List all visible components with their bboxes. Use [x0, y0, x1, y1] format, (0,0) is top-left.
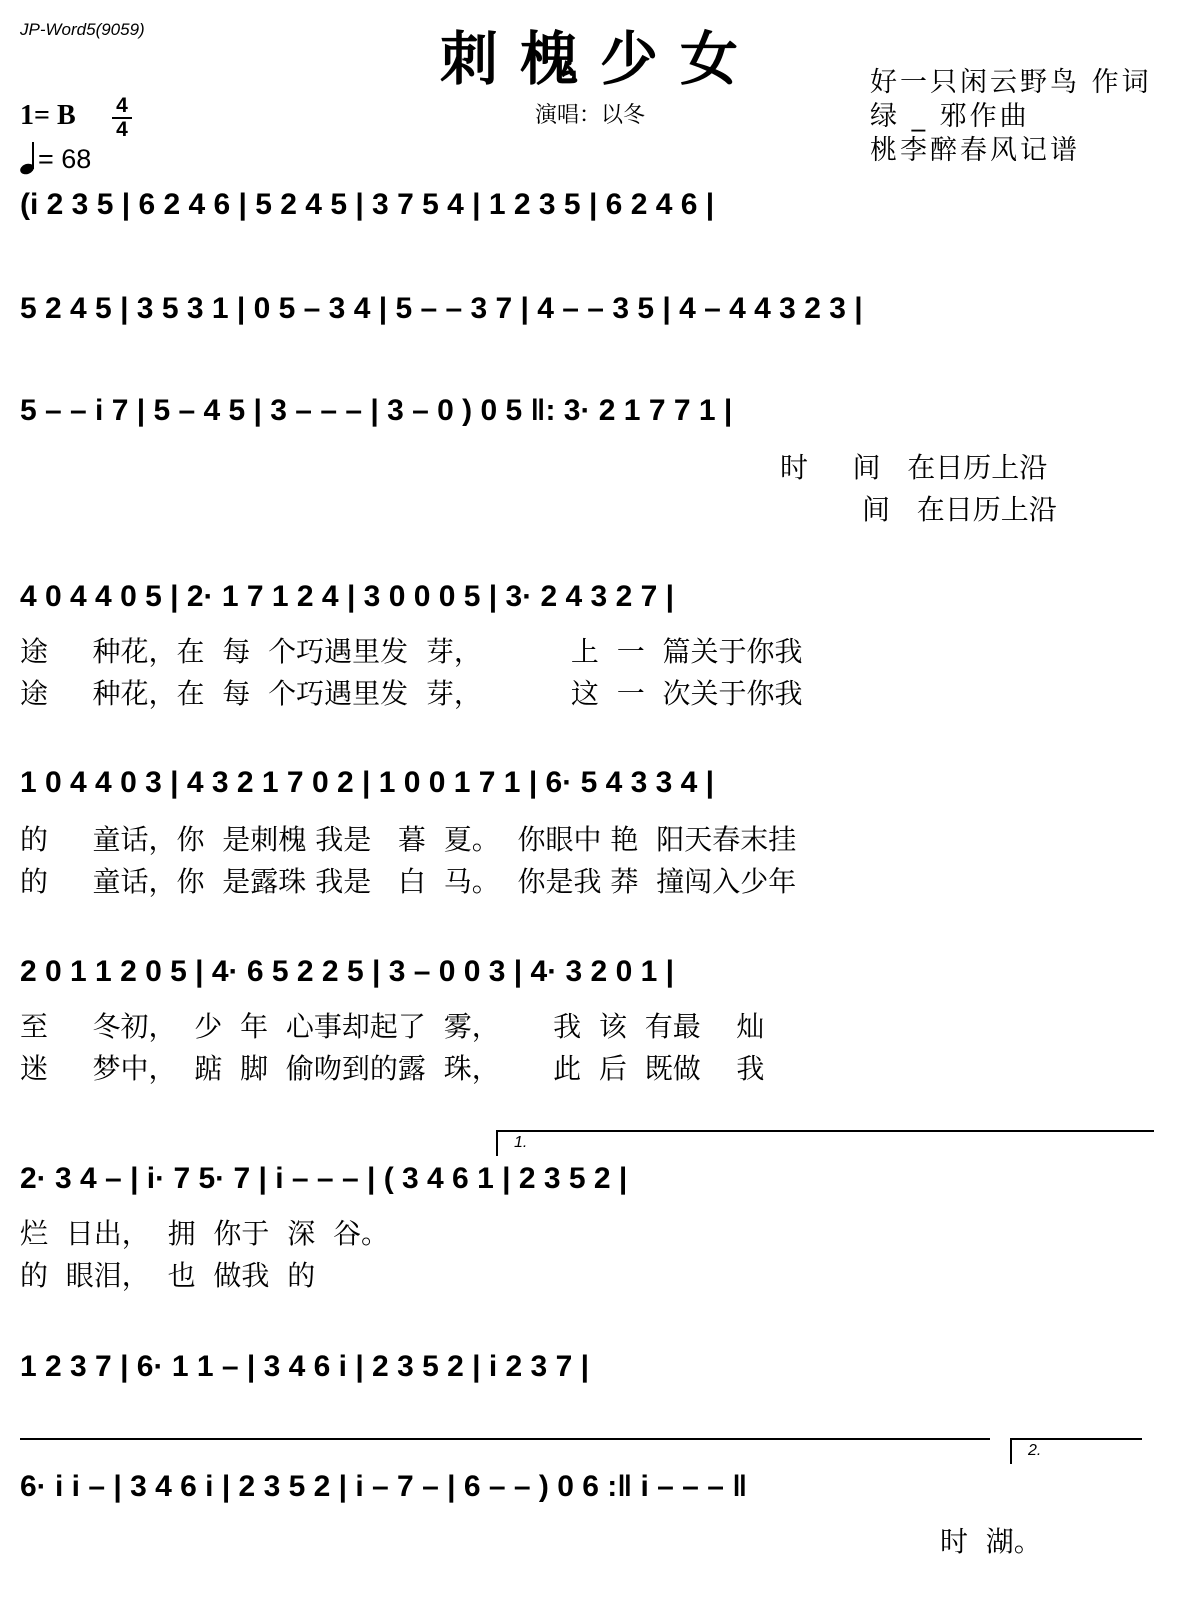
volta-bracket-1 — [496, 1130, 1154, 1156]
notation-line: 1 2 3 7 | 6· 1 1 – | 3 4 6 i | 2 3 5 2 | i 2 3 7 | — [20, 1350, 589, 1383]
key-signature: 1= B — [20, 100, 76, 131]
volta-label: 2. — [1028, 1442, 1042, 1459]
lyric-verse-2: 的 眼泪， 也 做我 的 — [20, 1259, 316, 1292]
lyric-verse-2: 的 童话，你 是露珠 我是 白 马。 你是我 莽 撞闯入少年 — [20, 865, 797, 898]
volta-label: 1. — [514, 1134, 528, 1151]
composer-credit: 绿 _ 邪作曲 — [870, 101, 1030, 132]
quarter-note-icon — [20, 142, 38, 174]
lyric-verse-1: 烂 日出， 拥 你于 深 谷。 — [20, 1217, 390, 1250]
time-signature — [112, 96, 132, 140]
notation-line: 1 0 4 4 0 3 | 4 3 2 1 7 0 2 | 1 0 0 1 7 1 | 6· 5 4 3 3 4 | — [20, 766, 715, 799]
tempo-value: = 68 — [38, 144, 92, 174]
notation-line: 6· i i – | 3 4 6 i | 2 3 5 2 | i – 7 – | 6 – – ) 0 6 :‖ i – – – ‖ — [20, 1470, 748, 1503]
time-top: 4 — [116, 94, 128, 117]
notation-line: 2· 3 4 – | i· 7 5· 7 | i – – – | ( 3 4 6 1 | 2 3 5 2 | — [20, 1162, 628, 1195]
singer-credit: 演唱：以冬 — [535, 103, 646, 128]
lyric-verse-1: 途 种花，在 每 个巧遇里发 芽， 上 一 篇关于你我 — [20, 635, 803, 668]
volta-bracket-2 — [1010, 1438, 1142, 1464]
lyric-verse-1: 时 湖。 — [940, 1525, 1042, 1558]
notation-line: 4 0 4 4 0 5 | 2· 1 7 1 2 4 | 3 0 0 0 5 | 3· 2 4 3 2 7 | — [20, 580, 675, 613]
lyric-verse-2: 间 在日历上沿 — [862, 493, 1057, 526]
transcriber-credit: 桃李醉春风记谱 — [870, 135, 1080, 166]
notation-line: 5 – – i 7 | 5 – 4 5 | 3 – – – | 3 – 0 ) 0 5 ‖: 3· 2 1 7 7 1 | — [20, 394, 733, 427]
source-label: JP-Word5(9059) — [20, 20, 145, 39]
tempo-marking — [20, 142, 91, 175]
notation-line: 5 2 4 5 | 3 5 3 1 | 0 5 – 3 4 | 5 – – 3 7 | 4 – – 3 5 | 4 – 4 4 3 2 3 | — [20, 292, 863, 325]
time-bottom: 4 — [116, 118, 128, 141]
lyricist-credit: 好一只闲云野鸟 作词 — [870, 67, 1152, 98]
lyric-verse-1: 至 冬初， 少 年 心事却起了 雾， 我 该 有最 灿 — [20, 1010, 765, 1043]
lyric-verse-1: 的 童话，你 是刺槐 我是 暮 夏。 你眼中 艳 阳天春末挂 — [20, 823, 797, 856]
notation-line: (i 2 3 5 | 6 2 4 6 | 5 2 4 5 | 3 7 5 4 | 1 2 3 5 | 6 2 4 6 | — [20, 188, 715, 221]
notation-line: 2 0 1 1 2 0 5 | 4· 6 5 2 2 5 | 3 – 0 0 3 | 4· 3 2 0 1 | — [20, 955, 675, 988]
volta-line — [20, 1438, 990, 1440]
song-title: 刺槐少女 — [439, 25, 760, 93]
lyric-verse-2: 迷 梦中， 踮 脚 偷吻到的露 珠， 此 后 既做 我 — [20, 1052, 765, 1085]
lyric-verse-1: 时 间 在日历上沿 — [780, 451, 1048, 484]
lyric-verse-2: 途 种花，在 每 个巧遇里发 芽， 这 一 次关于你我 — [20, 677, 803, 710]
